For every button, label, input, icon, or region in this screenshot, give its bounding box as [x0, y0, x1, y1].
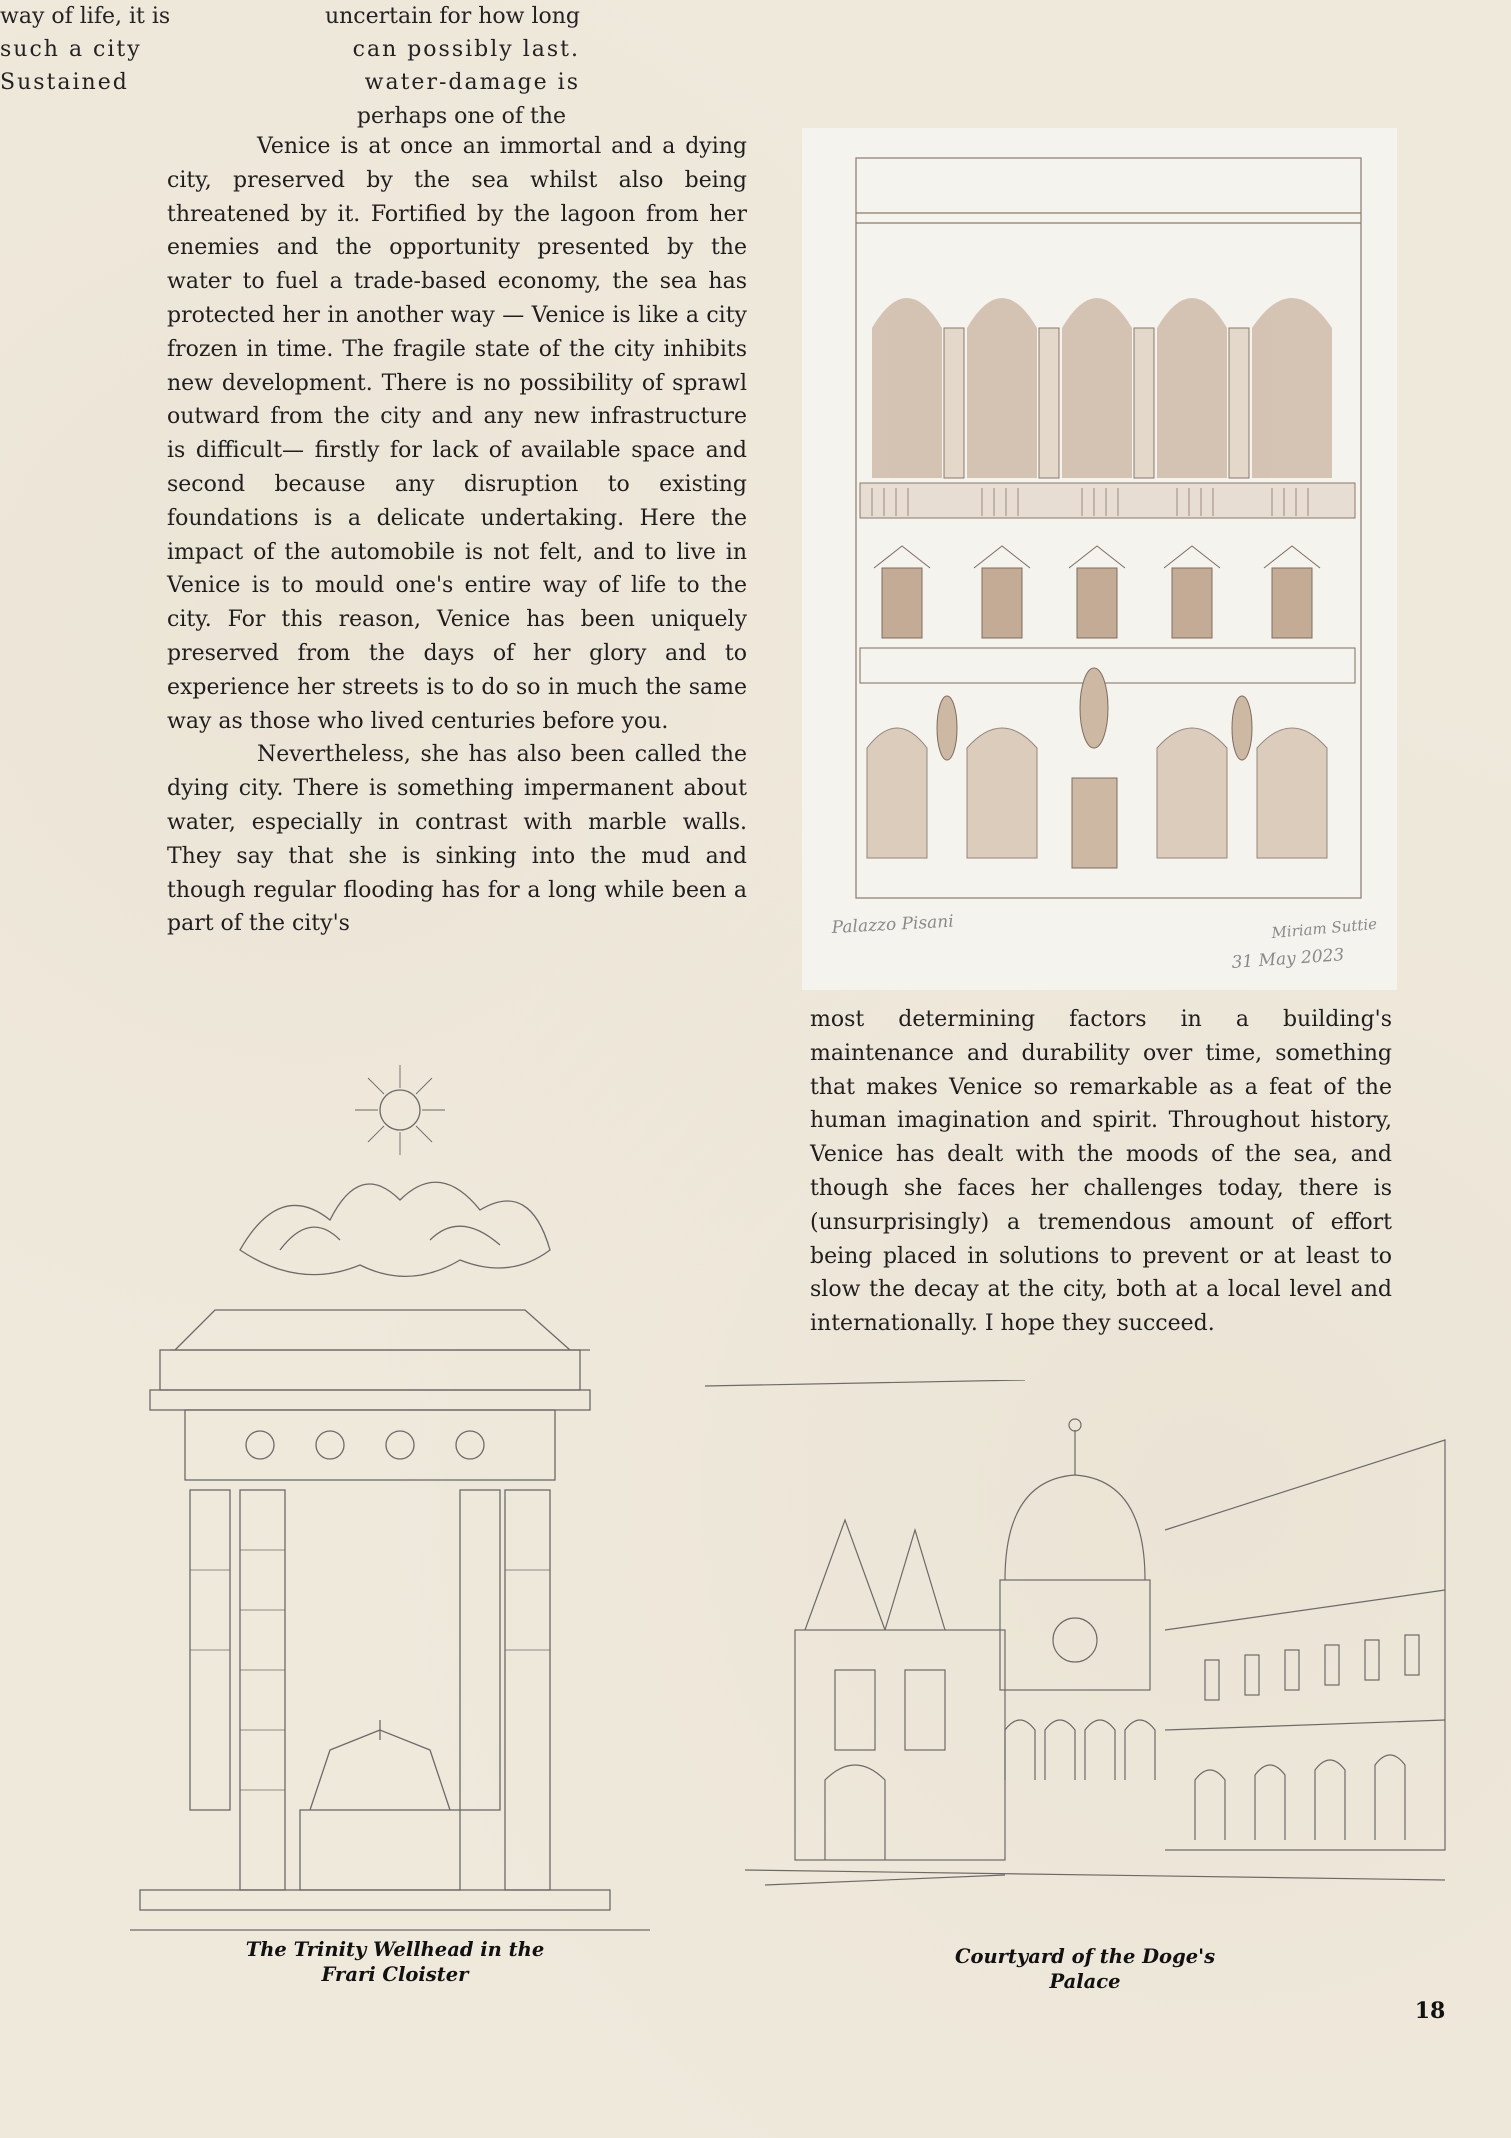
doges-palace-courtyard-sketch [705, 1380, 1465, 1900]
caption-trinity-wellhead: The Trinity Wellhead in the Frari Cloister [245, 1938, 545, 1986]
split-text-b: uncertain for how long [324, 4, 580, 29]
trinity-wellhead-sketch [130, 1050, 660, 1970]
palazzo-handwritten-title: Palazzo Pisani [831, 911, 955, 938]
paragraph-1: Venice is at once an immortal and a dying city, preserved by the sea whilst also being threatened by it. Fortified by the lagoon from her enemies and the opportunity presented by the water to fuel a trade-based economy, the sea has protected her in another way — Venice is like a city frozen in time. The fragile state of the city inhibits new development. There is no possibility of sprawl outward from the city and any new infrastructure is difficult— firstly for lack of available space and second because any disruption to existing foundations is a delicate undertaking. Here the impact of the automobile is not felt, and to live in Venice is to mould one's entire way of life to the city. For this reason, Venice has been uniquely preserved from the days of her glory and to experience her streets is to do so in much the same way as those who lived centuries before you. [167, 134, 747, 734]
split-text-c: such a city [0, 37, 142, 62]
split-text-g: perhaps one of the [356, 104, 566, 129]
article-column-left [167, 130, 747, 941]
paragraph-2-continued: most determining factors in a building's maintenance and durability over time, something that makes Venice so remarkable as a feat of the human imagination and spirit. Throughout history, Venice has dealt with the moods of the sea, and though she faces her challenges today, there is (unsurprisingly) a tremendous amount of effort being placed in solutions to prevent or at least to slow the decay at the city, both at a local level and internationally. I hope they succeed. [810, 1007, 1392, 1337]
split-text-e: Sustained [0, 70, 129, 95]
caption-doges-palace-courtyard: Courtyard of the Doge's Palace [954, 1945, 1216, 1993]
palazzo-date: 31 May 2023 [1230, 945, 1345, 973]
split-text-a: way of life, it is [0, 4, 171, 29]
palazzo-signature: Miriam Suttie [1270, 914, 1378, 942]
paragraph-2: Nevertheless, she has also been called the dying city. There is something impermanent about water, especially in contrast with marble walls. They say that she is sinking into the mud and though regular flooding has for a long while been a part of the city's [167, 742, 747, 937]
article-column-right [810, 1003, 1392, 1341]
palazzo-pisani-sketch [802, 128, 1397, 990]
split-text-d: can possibly last. [352, 37, 580, 62]
page-number: 18 [1414, 1998, 1446, 2024]
split-text-f: water-damage is [364, 70, 580, 95]
